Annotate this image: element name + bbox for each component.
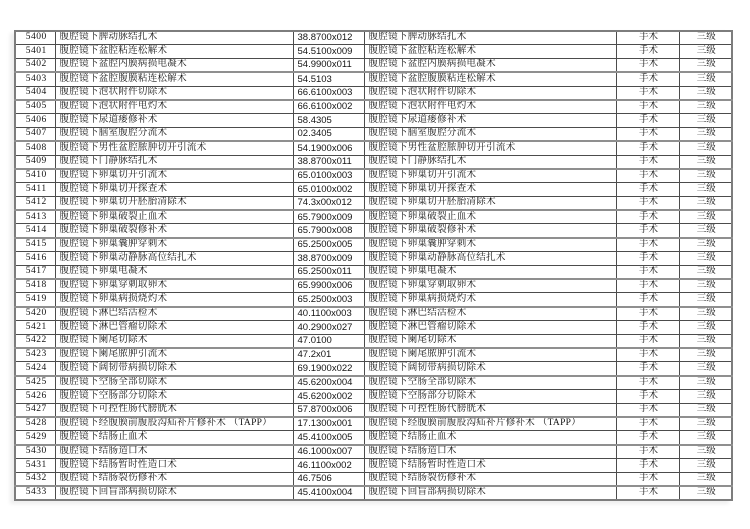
level-cell: 三级 [679, 155, 732, 169]
category-cell: 手术 [616, 114, 679, 127]
row-number-cell: 5428 [15, 417, 55, 431]
row-number-cell: 5419 [15, 293, 55, 307]
procedure-code-cell: 40.1100x003 [293, 307, 364, 321]
procedure-name-cell: 腹腔镜下卵巢囊肿穿刺术 [55, 238, 293, 252]
procedure-name-repeat-cell: 腹腔镜下卵巢破裂修补术 [364, 224, 616, 238]
procedure-name-cell: 腹腔镜下卵巢切开胚胎清除术 [55, 196, 293, 210]
procedure-code-cell: 65.7900x009 [293, 210, 364, 224]
level-cell: 三级 [679, 45, 732, 58]
table-row [15, 224, 732, 238]
category-cell: 手术 [616, 307, 679, 321]
table-row [15, 196, 732, 210]
procedure-name-repeat-cell: 腹腔镜下卵巢切开胚胎清除术 [364, 196, 616, 210]
row-number-cell: 5421 [15, 321, 55, 334]
procedure-name-repeat-cell: 腹腔镜下结肠止血术 [364, 431, 616, 445]
procedure-code-cell: 38.8700x011 [293, 155, 364, 169]
procedure-name-cell: 腹腔镜下卵巢切开引流术 [55, 169, 293, 183]
level-cell: 三级 [679, 196, 732, 210]
category-cell: 手术 [616, 155, 679, 169]
row-number-cell: 5403 [15, 72, 55, 86]
procedure-code-cell: 57.8700x006 [293, 403, 364, 417]
procedure-name-repeat-cell: 腹腔镜下空肠全部切除术 [364, 376, 616, 390]
procedure-name-cell: 腹腔镜下卵巢破裂止血术 [55, 210, 293, 224]
procedure-name-repeat-cell: 腹腔镜下泡状附件切除术 [364, 86, 616, 100]
category-cell: 手术 [616, 390, 679, 403]
procedure-name-cell: 腹腔镜下男性盆腔脓肿切开引流术 [55, 141, 293, 155]
procedure-code-cell: 74.3x00x012 [293, 196, 364, 210]
procedure-code-cell: 58.4305 [293, 114, 364, 127]
level-cell: 三级 [679, 445, 732, 459]
category-cell: 手术 [616, 431, 679, 445]
procedure-name-repeat-cell: 腹腔镜下男性盆腔脓肿切开引流术 [364, 141, 616, 155]
procedure-name-repeat-cell: 腹腔镜下阑尾切除术 [364, 334, 616, 348]
level-cell: 三级 [679, 334, 732, 348]
procedure-name-repeat-cell: 腹腔镜下卵巢囊肿穿刺术 [364, 238, 616, 252]
row-number-cell: 5418 [15, 279, 55, 293]
procedure-name-repeat-cell: 腹腔镜下结肠造口术 [364, 445, 616, 459]
level-cell: 三级 [679, 141, 732, 155]
row-number-cell: 5410 [15, 169, 55, 183]
procedure-code-cell: 65.7900x008 [293, 224, 364, 238]
row-number-cell: 5411 [15, 183, 55, 196]
table-row [15, 141, 732, 155]
level-cell: 三级 [679, 376, 732, 390]
procedure-name-repeat-cell: 腹腔镜下卵巢电凝术 [364, 265, 616, 279]
level-cell: 三级 [679, 321, 732, 334]
row-number-cell: 5412 [15, 196, 55, 210]
level-cell: 三级 [679, 252, 732, 265]
level-cell: 三级 [679, 459, 732, 472]
procedure-name-repeat-cell: 腹腔镜下门静脉结扎术 [364, 155, 616, 169]
procedure-code-cell: 66.6100x003 [293, 86, 364, 100]
category-cell: 手术 [616, 238, 679, 252]
level-cell: 三级 [679, 31, 732, 45]
procedure-name-repeat-cell: 腹腔镜下淋巴管瘤切除术 [364, 321, 616, 334]
procedure-name-repeat-cell: 腹腔镜下结肠裂伤修补术 [364, 472, 616, 486]
table-row [15, 376, 732, 390]
row-number-cell: 5414 [15, 224, 55, 238]
table-row [15, 321, 732, 334]
procedure-code-cell: 45.4100x004 [293, 486, 364, 500]
table-row [15, 486, 732, 500]
procedure-name-cell: 腹腔镜下盆腔粘连松解术 [55, 45, 293, 58]
row-number-cell: 5430 [15, 445, 55, 459]
row-number-cell: 5409 [15, 155, 55, 169]
level-cell: 三级 [679, 100, 732, 114]
procedure-name-repeat-cell: 腹腔镜下回盲部病损切除术 [364, 486, 616, 500]
category-cell: 手术 [616, 362, 679, 376]
procedure-name-repeat-cell: 腹腔镜下脑室腹腔分流术 [364, 127, 616, 141]
procedure-code-cell: 66.6100x002 [293, 100, 364, 114]
table-row [15, 279, 732, 293]
table-row [15, 155, 732, 169]
row-number-cell: 5424 [15, 362, 55, 376]
category-cell: 手术 [616, 100, 679, 114]
table-row [15, 431, 732, 445]
category-cell: 手术 [616, 224, 679, 238]
category-cell: 手术 [616, 169, 679, 183]
procedure-code-cell: 69.1900x022 [293, 362, 364, 376]
category-cell: 手术 [616, 141, 679, 155]
row-number-cell: 5401 [15, 45, 55, 58]
procedure-code-cell: 46.1000x007 [293, 445, 364, 459]
table-row [15, 417, 732, 431]
row-number-cell: 5433 [15, 486, 55, 500]
level-cell: 三级 [679, 238, 732, 252]
level-cell: 三级 [679, 472, 732, 486]
category-cell: 手术 [616, 127, 679, 141]
procedure-code-cell: 54.5103 [293, 72, 364, 86]
row-number-cell: 5423 [15, 348, 55, 362]
procedure-name-repeat-cell: 腹腔镜下盆腔腹膜粘连松解术 [364, 72, 616, 86]
procedure-code-cell: 65.0100x003 [293, 169, 364, 183]
table-row [15, 445, 732, 459]
category-cell: 手术 [616, 31, 679, 45]
category-cell: 手术 [616, 86, 679, 100]
table-row [15, 114, 732, 127]
procedure-name-cell: 腹腔镜下结肠暂时性造口术 [55, 459, 293, 472]
procedure-name-cell: 腹腔镜下卵巢电凝术 [55, 265, 293, 279]
procedure-name-repeat-cell: 腹腔镜下卵巢动静脉高位结扎术 [364, 252, 616, 265]
procedure-code-cell: 47.0100 [293, 334, 364, 348]
procedure-name-cell: 腹腔镜下尿道瘘修补术 [55, 114, 293, 127]
category-cell: 手术 [616, 417, 679, 431]
procedure-code-cell: 45.6200x004 [293, 376, 364, 390]
category-cell: 手术 [616, 472, 679, 486]
procedure-code-cell: 17.1300x001 [293, 417, 364, 431]
procedure-name-repeat-cell: 腹腔镜下卵巢病损烧灼术 [364, 293, 616, 307]
procedure-name-cell: 腹腔镜下经腹膜前腹股沟疝补片修补术 （TAPP） [55, 417, 293, 431]
level-cell: 三级 [679, 431, 732, 445]
table-row [15, 169, 732, 183]
category-cell: 手术 [616, 279, 679, 293]
procedure-name-repeat-cell: 腹腔镜下泡状附件电灼术 [364, 100, 616, 114]
table-row [15, 100, 732, 114]
procedure-name-cell: 腹腔镜下结肠造口术 [55, 445, 293, 459]
category-cell: 手术 [616, 459, 679, 472]
table-row [15, 72, 732, 86]
row-number-cell: 5432 [15, 472, 55, 486]
procedure-name-cell: 腹腔镜下卵巢切开探查术 [55, 183, 293, 196]
table-row [15, 252, 732, 265]
procedure-code-cell: 54.9900x011 [293, 58, 364, 72]
procedure-code-cell: 45.6200x002 [293, 390, 364, 403]
row-number-cell: 5417 [15, 265, 55, 279]
procedure-name-repeat-cell: 腹腔镜下经腹膜前腹股沟疝补片修补术 （TAPP） [364, 417, 616, 431]
category-cell: 手术 [616, 183, 679, 196]
level-cell: 三级 [679, 417, 732, 431]
level-cell: 三级 [679, 86, 732, 100]
procedure-name-cell: 腹腔镜下泡状附件切除术 [55, 86, 293, 100]
level-cell: 三级 [679, 169, 732, 183]
procedure-code-cell: 46.1100x002 [293, 459, 364, 472]
procedure-name-repeat-cell: 腹腔镜下阔韧带病损切除术 [364, 362, 616, 376]
row-number-cell: 5406 [15, 114, 55, 127]
level-cell: 三级 [679, 486, 732, 500]
row-number-cell: 5426 [15, 390, 55, 403]
level-cell: 三级 [679, 114, 732, 127]
procedure-name-cell: 腹腔镜下结肠止血术 [55, 431, 293, 445]
procedure-name-cell: 腹腔镜下盆腔内膜病损电凝术 [55, 58, 293, 72]
procedure-table [14, 30, 733, 501]
procedure-name-cell: 腹腔镜下回盲部病损切除术 [55, 486, 293, 500]
procedure-name-repeat-cell: 腹腔镜下盆腔内膜病损电凝术 [364, 58, 616, 72]
procedure-name-repeat-cell: 腹腔镜下淋巴结活检术 [364, 307, 616, 321]
procedure-name-cell: 腹腔镜下空肠部分切除术 [55, 390, 293, 403]
table-row [15, 307, 732, 321]
row-number-cell: 5431 [15, 459, 55, 472]
category-cell: 手术 [616, 348, 679, 362]
row-number-cell: 5427 [15, 403, 55, 417]
row-number-cell: 5407 [15, 127, 55, 141]
procedure-name-repeat-cell: 腹腔镜下尿道瘘修补术 [364, 114, 616, 127]
procedure-name-cell: 腹腔镜下卵巢动静脉高位结扎术 [55, 252, 293, 265]
category-cell: 手术 [616, 265, 679, 279]
table-row [15, 472, 732, 486]
category-cell: 手术 [616, 486, 679, 500]
procedure-name-cell: 腹腔镜下阑尾脓肿引流术 [55, 348, 293, 362]
procedure-name-repeat-cell: 腹腔镜下卵巢穿刺取卵术 [364, 279, 616, 293]
row-number-cell: 5420 [15, 307, 55, 321]
procedure-name-repeat-cell: 腹腔镜下结肠暂时性造口术 [364, 459, 616, 472]
procedure-name-cell: 腹腔镜下阔韧带病损切除术 [55, 362, 293, 376]
procedure-code-cell: 47.2x01 [293, 348, 364, 362]
procedure-code-cell: 38.8700x012 [293, 31, 364, 45]
procedure-name-cell: 腹腔镜下结肠裂伤修补术 [55, 472, 293, 486]
category-cell: 手术 [616, 72, 679, 86]
table-row [15, 183, 732, 196]
procedure-name-repeat-cell: 腹腔镜下卵巢切开引流术 [364, 169, 616, 183]
procedure-name-cell: 腹腔镜下盆腔腹膜粘连松解术 [55, 72, 293, 86]
table-row [15, 348, 732, 362]
level-cell: 三级 [679, 127, 732, 141]
table-row [15, 86, 732, 100]
procedure-name-cell: 腹腔镜下卵巢病损烧灼术 [55, 293, 293, 307]
procedure-name-repeat-cell: 腹腔镜下卵巢切开探查术 [364, 183, 616, 196]
procedure-name-cell: 腹腔镜下阑尾切除术 [55, 334, 293, 348]
category-cell: 手术 [616, 293, 679, 307]
procedure-name-repeat-cell: 腹腔镜下可控性肠代膀胱术 [364, 403, 616, 417]
category-cell: 手术 [616, 376, 679, 390]
level-cell: 三级 [679, 58, 732, 72]
row-number-cell: 5404 [15, 86, 55, 100]
procedure-code-cell: 65.2500x003 [293, 293, 364, 307]
procedure-name-repeat-cell: 腹腔镜下空肠部分切除术 [364, 390, 616, 403]
row-number-cell: 5402 [15, 58, 55, 72]
row-number-cell: 5405 [15, 100, 55, 114]
category-cell: 手术 [616, 321, 679, 334]
category-cell: 手术 [616, 334, 679, 348]
table-row [15, 334, 732, 348]
procedure-name-cell: 腹腔镜下脾动脉结扎术 [55, 31, 293, 45]
table-row [15, 403, 732, 417]
category-cell: 手术 [616, 45, 679, 58]
procedure-table-body [15, 31, 732, 500]
procedure-code-cell: 65.2500x005 [293, 238, 364, 252]
row-number-cell: 5429 [15, 431, 55, 445]
category-cell: 手术 [616, 445, 679, 459]
level-cell: 三级 [679, 279, 732, 293]
procedure-code-cell: 65.0100x002 [293, 183, 364, 196]
procedure-name-repeat-cell: 腹腔镜下盆腔粘连松解术 [364, 45, 616, 58]
level-cell: 三级 [679, 390, 732, 403]
table-row [15, 362, 732, 376]
table-row [15, 459, 732, 472]
procedure-code-cell: 46.7506 [293, 472, 364, 486]
procedure-code-cell: 45.4100x005 [293, 431, 364, 445]
procedure-name-cell: 腹腔镜下可控性肠代膀胱术 [55, 403, 293, 417]
level-cell: 三级 [679, 72, 732, 86]
procedure-code-cell: 65.9900x006 [293, 279, 364, 293]
row-number-cell: 5422 [15, 334, 55, 348]
row-number-cell: 5413 [15, 210, 55, 224]
category-cell: 手术 [616, 196, 679, 210]
level-cell: 三级 [679, 348, 732, 362]
procedure-code-cell: 54.5100x009 [293, 45, 364, 58]
row-number-cell: 5408 [15, 141, 55, 155]
procedure-name-cell: 腹腔镜下泡状附件电灼术 [55, 100, 293, 114]
table-row [15, 265, 732, 279]
procedure-code-cell: 65.2500x011 [293, 265, 364, 279]
procedure-name-cell: 腹腔镜下脑室腹腔分流术 [55, 127, 293, 141]
table-row [15, 390, 732, 403]
level-cell: 三级 [679, 210, 732, 224]
procedure-code-cell: 54.1900x006 [293, 141, 364, 155]
procedure-name-cell: 腹腔镜下淋巴管瘤切除术 [55, 321, 293, 334]
level-cell: 三级 [679, 265, 732, 279]
procedure-name-cell: 腹腔镜下空肠全部切除术 [55, 376, 293, 390]
category-cell: 手术 [616, 58, 679, 72]
level-cell: 三级 [679, 307, 732, 321]
level-cell: 三级 [679, 293, 732, 307]
procedure-name-cell: 腹腔镜下门静脉结扎术 [55, 155, 293, 169]
level-cell: 三级 [679, 362, 732, 376]
level-cell: 三级 [679, 183, 732, 196]
procedure-name-repeat-cell: 腹腔镜下阑尾脓肿引流术 [364, 348, 616, 362]
procedure-name-cell: 腹腔镜下卵巢破裂修补术 [55, 224, 293, 238]
procedure-name-cell: 腹腔镜下淋巴结活检术 [55, 307, 293, 321]
table-row [15, 127, 732, 141]
table-row [15, 31, 732, 45]
category-cell: 手术 [616, 403, 679, 417]
procedure-code-cell: 02.3405 [293, 127, 364, 141]
row-number-cell: 5425 [15, 376, 55, 390]
table-row [15, 238, 732, 252]
procedure-code-cell: 40.2900x027 [293, 321, 364, 334]
table-row [15, 45, 732, 58]
level-cell: 三级 [679, 403, 732, 417]
row-number-cell: 5400 [15, 31, 55, 45]
category-cell: 手术 [616, 252, 679, 265]
category-cell: 手术 [616, 210, 679, 224]
row-number-cell: 5416 [15, 252, 55, 265]
procedure-code-cell: 38.8700x009 [293, 252, 364, 265]
procedure-name-repeat-cell: 腹腔镜下脾动脉结扎术 [364, 31, 616, 45]
table-row [15, 293, 732, 307]
row-number-cell: 5415 [15, 238, 55, 252]
procedure-name-repeat-cell: 腹腔镜下卵巢破裂止血术 [364, 210, 616, 224]
table-row [15, 210, 732, 224]
procedure-name-cell: 腹腔镜下卵巢穿刺取卵术 [55, 279, 293, 293]
table-row [15, 58, 732, 72]
level-cell: 三级 [679, 224, 732, 238]
